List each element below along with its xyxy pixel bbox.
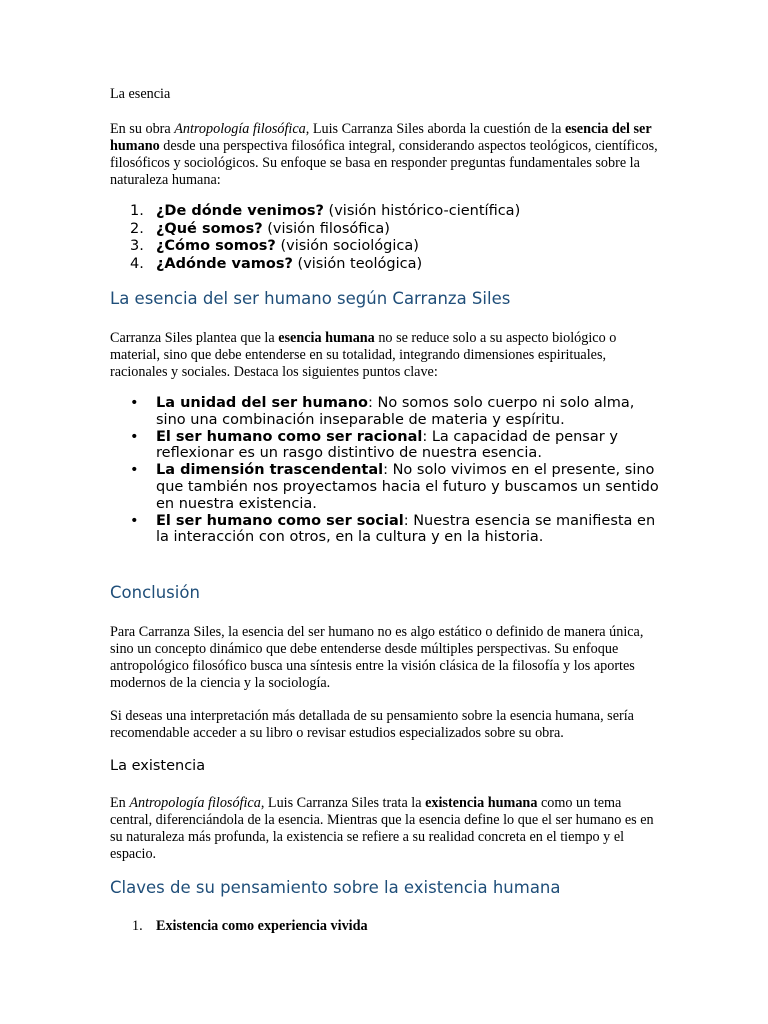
intro-text-3: desde una perspectiva filosófica integral, considerando aspectos teológicos, científicos, filosóficos y sociológicos. Su enfoque se basa en responder preguntas fundamentales sobre la naturaleza humana: bbox=[110, 138, 658, 188]
existence-key-bold: Existencia como experiencia vivida bbox=[156, 918, 368, 934]
intro-bold-term: esencia del ser humano bbox=[110, 121, 652, 154]
bullet-icon: • bbox=[130, 395, 139, 411]
list-item bbox=[110, 238, 658, 256]
point-rest: : No solo vivimos en el presente, sino que también nos proyectamos hacia el futuro y buscamos un sentido en nuestra existencia. bbox=[156, 462, 659, 512]
point-bold: El ser humano como ser social bbox=[156, 512, 404, 529]
exist-text-a: En bbox=[110, 795, 130, 811]
list-item bbox=[110, 256, 658, 274]
question-bold: ¿Qué somos? bbox=[156, 220, 263, 237]
list-item bbox=[110, 221, 658, 239]
list-number: 2. bbox=[130, 220, 144, 237]
heading-conclusion: Conclusión bbox=[110, 583, 200, 602]
question-bold: ¿Cómo somos? bbox=[156, 238, 276, 254]
intro-text-2: , Luis Carranza Siles aborda la cuestión de la bbox=[305, 121, 565, 137]
exist-text-c: como un tema central, diferenciándola de la esencia. Mientras que la esencia define lo que el ser humano es en su naturaleza más profunda, la existencia se refiere a su realidad concreta en el tiempo y el espacio. bbox=[110, 795, 654, 862]
exist-bold-term: existencia humana bbox=[425, 795, 538, 811]
intro-paragraph bbox=[110, 121, 658, 189]
existence-paragraph bbox=[110, 795, 658, 863]
exist-text-b: , Luis Carranza Siles trata la bbox=[260, 795, 426, 811]
bullet-icon: • bbox=[130, 428, 139, 445]
list-number: 1. bbox=[132, 918, 143, 934]
existence-keys-list bbox=[110, 918, 368, 935]
bullet-icon: • bbox=[130, 462, 139, 479]
question-bold: ¿Adónde vamos? bbox=[156, 255, 293, 272]
question-rest: (visión sociológica) bbox=[275, 238, 419, 254]
list-number: 4. bbox=[130, 255, 144, 272]
para-bold-term: esencia humana bbox=[278, 330, 375, 346]
conclusion-paragraph-1: Para Carranza Siles, la esencia del ser humano no es algo estático o definido de manera única, sino un concepto dinámico que debe entenderse desde múltiples perspectivas. Su enfoque antropológico filosófico busca una síntesis entre la visión clásica de la filosofía y los aportes modernos de la ciencia y la sociología. bbox=[110, 624, 644, 691]
list-item bbox=[110, 462, 666, 512]
list-item bbox=[110, 513, 666, 547]
questions-list bbox=[110, 203, 658, 273]
point-rest: : Nuestra esencia se manifiesta en la interacción con otros, en la cultura y en la historia. bbox=[156, 512, 656, 546]
list-item bbox=[110, 203, 658, 221]
key-points-list bbox=[110, 395, 658, 546]
conclusion-paragraph-2: Si deseas una interpretación más detallada de su pensamiento sobre la esencia humana, sería recomendable acceder a su libro o revisar estudios especializados sobre su obra. bbox=[110, 708, 634, 741]
point-rest: : No somos solo cuerpo ni solo alma, sino una combinación inseparable de materia y espíritu. bbox=[156, 395, 635, 428]
list-number: 1. bbox=[130, 203, 144, 219]
bullet-icon: • bbox=[130, 512, 139, 529]
para-text-b: no se reduce solo a su aspecto biológico o material, sino que debe entenderse en su totalidad, integrando dimensiones espirituales, racionales y sociales. Destaca los siguientes puntos clave: bbox=[110, 330, 617, 380]
essence-paragraph bbox=[110, 330, 658, 381]
list-item bbox=[110, 429, 666, 463]
section-title-existence: La existencia bbox=[110, 758, 206, 774]
point-rest: : La capacidad de pensar y reflexionar es un rasgo distintivo de nuestra esencia. bbox=[156, 428, 618, 462]
section-title-essence: La esencia bbox=[110, 86, 171, 102]
question-rest: (visión teológica) bbox=[292, 255, 423, 272]
para-text-a: Carranza Siles plantea que la bbox=[110, 330, 279, 346]
point-bold: La dimensión trascendental bbox=[156, 462, 384, 479]
list-item bbox=[110, 918, 368, 935]
list-number: 3. bbox=[130, 238, 144, 254]
point-bold: El ser humano como ser racional bbox=[156, 428, 423, 445]
list-item bbox=[110, 395, 666, 429]
book-title-italic: Antropología filosófica bbox=[174, 121, 306, 137]
point-bold: La unidad del ser humano bbox=[156, 395, 368, 411]
question-bold: ¿De dónde venimos? bbox=[156, 203, 324, 219]
heading-existence-keys: Claves de su pensamiento sobre la existencia humana bbox=[110, 878, 561, 897]
heading-essence-carranza: La esencia del ser humano según Carranza Siles bbox=[110, 289, 511, 308]
intro-text-1: En su obra bbox=[110, 121, 175, 137]
book-title-italic: Antropología filosófica bbox=[129, 795, 261, 811]
question-rest: (visión filosófica) bbox=[262, 220, 390, 237]
question-rest: (visión histórico-científica) bbox=[323, 203, 521, 219]
